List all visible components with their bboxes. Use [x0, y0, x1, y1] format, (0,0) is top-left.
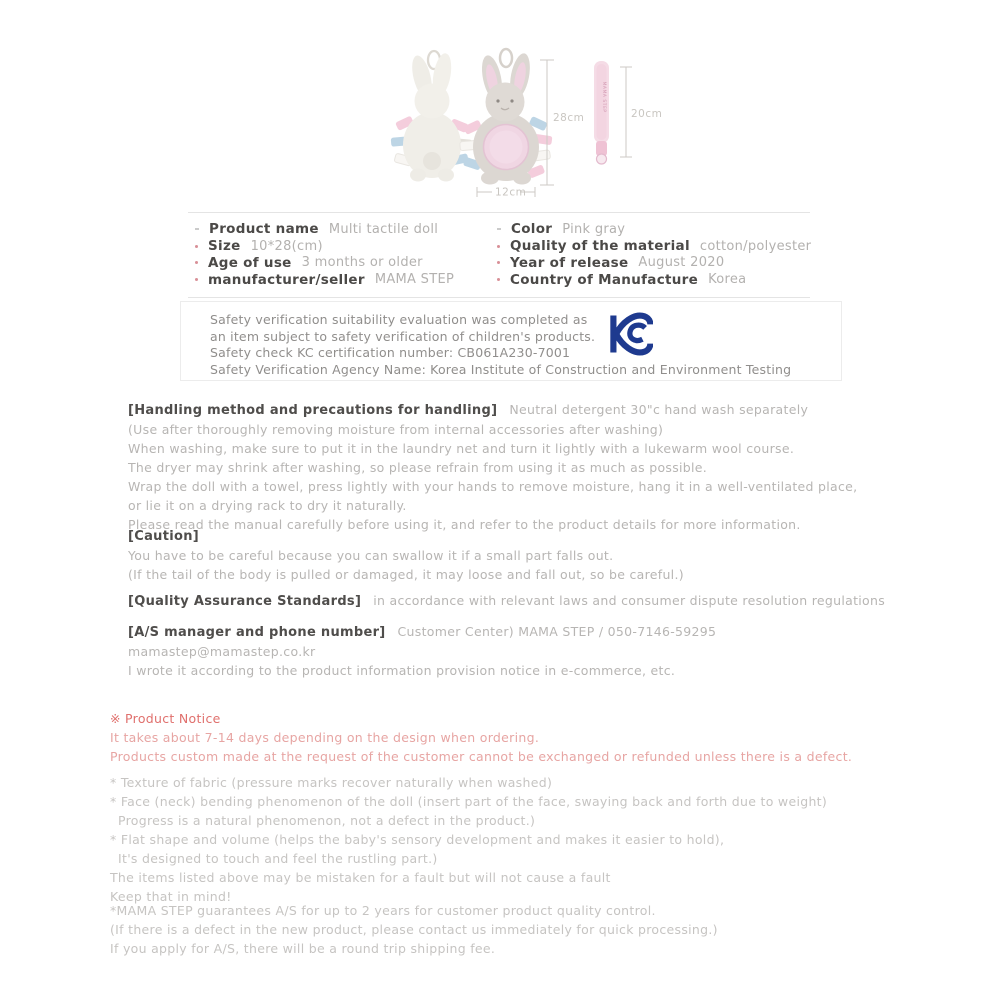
notice-detail-line: * Texture of fabric (pressure marks recover naturally when washed)	[110, 775, 553, 790]
handling-line: Wrap the doll with a towel, press lightly with your hands to remove moisture, hang it in a well-ventilated place,	[128, 479, 858, 494]
bullet-icon	[195, 261, 198, 264]
notice-detail-line: * Flat shape and volume (helps the baby's sensory development and makes it easier to hold),	[110, 832, 725, 847]
handling-title	[128, 400, 857, 420]
as-title	[128, 622, 716, 642]
notice-detail-line: Progress is a natural phenomenon, not a defect in the product.)	[118, 813, 536, 828]
notice-detail-line: The items listed above may be mistaken for a fault but will not cause a fault	[110, 870, 611, 885]
safety-line: Safety Verification Agency Name: Korea Institute of Construction and Environment Testing	[210, 361, 792, 377]
handling-title-text: [Handling method and precautions for handling]	[128, 403, 498, 418]
spec-label: Quality of the material	[510, 238, 690, 255]
bullet-icon	[195, 245, 198, 248]
bullet-icon	[497, 278, 500, 281]
spec-row-manufacturer	[192, 271, 494, 288]
as-email: mamastep@mamastep.co.kr	[128, 644, 316, 659]
notice-line: It takes about 7-14 days depending on the design when ordering.	[110, 730, 540, 745]
warranty-line: *MAMA STEP guarantees A/S for up to 2 years for customer product quality control.	[110, 903, 656, 918]
safety-line: Safety verification suitability evaluation was completed as	[210, 312, 588, 327]
quality-subtitle: in accordance with relevant laws and consumer dispute resolution regulations	[373, 593, 886, 608]
spec-value: Korea	[708, 272, 747, 288]
bullet-icon	[195, 228, 199, 230]
notice-detail-line: * Face (neck) bending phenomenon of the doll (insert part of the face, swaying back and forth due to weight)	[110, 794, 828, 809]
as-section	[128, 622, 716, 680]
spec-value: Pink gray	[562, 221, 626, 237]
notice-detail-list	[110, 773, 827, 906]
spec-row-material	[494, 238, 810, 255]
spec-value: MAMA STEP	[374, 272, 455, 288]
caution-title: [Caution]	[128, 529, 200, 544]
caution-section	[128, 527, 684, 584]
width-dimension-label: 12cm	[495, 186, 527, 199]
bullet-icon	[195, 278, 198, 281]
spec-column-right	[494, 221, 810, 288]
notice-line: Products custom made at the request of the customer cannot be exchanged or refunded unless there is a defect.	[110, 749, 853, 764]
safety-line: an item subject to safety verification of children's products.	[210, 328, 596, 344]
spec-row-year-of-release	[494, 255, 810, 272]
spec-label: manufacturer/seller	[208, 271, 365, 288]
spec-label: Year of release	[510, 254, 629, 271]
bullet-icon	[497, 228, 501, 230]
spec-label: Product name	[209, 221, 319, 238]
handling-subtitle: Neutral detergent 30"c hand wash separately	[509, 402, 809, 417]
spec-row-size	[192, 238, 494, 255]
spec-label: Size	[208, 238, 241, 255]
quality-title-text: [Quality Assurance Standards]	[128, 594, 362, 609]
height-dimension-label: 28cm	[553, 112, 585, 124]
spec-row-color	[494, 221, 810, 238]
warranty-line: (If there is a defect in the new product, please contact us immediately for quick processing.)	[110, 922, 718, 937]
spec-column-left	[192, 221, 494, 288]
product-illustration	[370, 45, 680, 205]
warranty-line: If you apply for A/S, there will be a round trip shipping fee.	[110, 941, 496, 956]
notice-detail-line: Keep that in mind!	[110, 889, 232, 904]
strap-illustration	[594, 61, 609, 164]
handling-line: (Use after thoroughly removing moisture from internal accessories after washing)	[128, 422, 664, 437]
bullet-icon	[497, 261, 500, 264]
as-subtitle: Customer Center) MAMA STEP / 050-7146-59295	[397, 624, 717, 639]
kc-certification-icon	[609, 312, 653, 356]
warranty-footer	[110, 901, 718, 958]
spec-row-age-of-use	[192, 255, 494, 272]
spec-value: Multi tactile doll	[328, 221, 439, 237]
caution-line: (If the tail of the body is pulled or damaged, it may loose and fall out, so be careful.)	[128, 567, 684, 582]
as-title-text: [A/S manager and phone number]	[128, 625, 386, 640]
handling-line: When washing, make sure to put it in the laundry net and turn it lightly with a lukewarm wool course.	[128, 441, 795, 456]
strap-brand-label: MAMA STEP	[601, 81, 606, 113]
handling-line: The dryer may shrink after washing, so please refrain from using it as much as possible.	[128, 460, 708, 475]
bullet-icon	[497, 245, 500, 248]
handling-line: Please read the manual carefully before using it, and refer to the product details for more information.	[128, 517, 801, 532]
spec-value: 10*28(cm)	[250, 238, 323, 254]
strap-dimension-label: 20cm	[631, 108, 663, 120]
spec-row-country	[494, 271, 810, 288]
handling-line: or lie it on a drying rack to dry it naturally.	[128, 498, 407, 513]
safety-certification-box	[180, 301, 842, 381]
notice-detail-line: It's designed to touch and feel the rustling part.)	[118, 851, 438, 866]
safety-line: Safety check KC certification number: CB061A230-7001	[210, 345, 571, 360]
product-notice-section	[110, 709, 852, 766]
spec-value: 3 months or older	[301, 255, 423, 271]
spec-row-product-name	[192, 221, 494, 238]
bunny-front-illustration	[460, 49, 553, 185]
bunny-back-illustration	[391, 51, 473, 182]
spec-table	[188, 212, 810, 298]
product-notice-title: ※ Product Notice	[110, 711, 221, 726]
spec-value: August 2020	[638, 255, 725, 271]
quality-assurance-section	[128, 591, 885, 611]
caution-line: You have to be careful because you can swallow it if a small part falls out.	[128, 548, 614, 563]
as-line: I wrote it according to the product information provision notice in e-commerce, etc.	[128, 663, 676, 678]
spec-label: Country of Manufacture	[510, 271, 699, 288]
spec-value: cotton/polyester	[699, 238, 812, 254]
quality-title	[128, 591, 885, 611]
spec-label: Age of use	[208, 254, 292, 271]
spec-label: Color	[511, 221, 553, 238]
handling-section	[128, 400, 857, 534]
